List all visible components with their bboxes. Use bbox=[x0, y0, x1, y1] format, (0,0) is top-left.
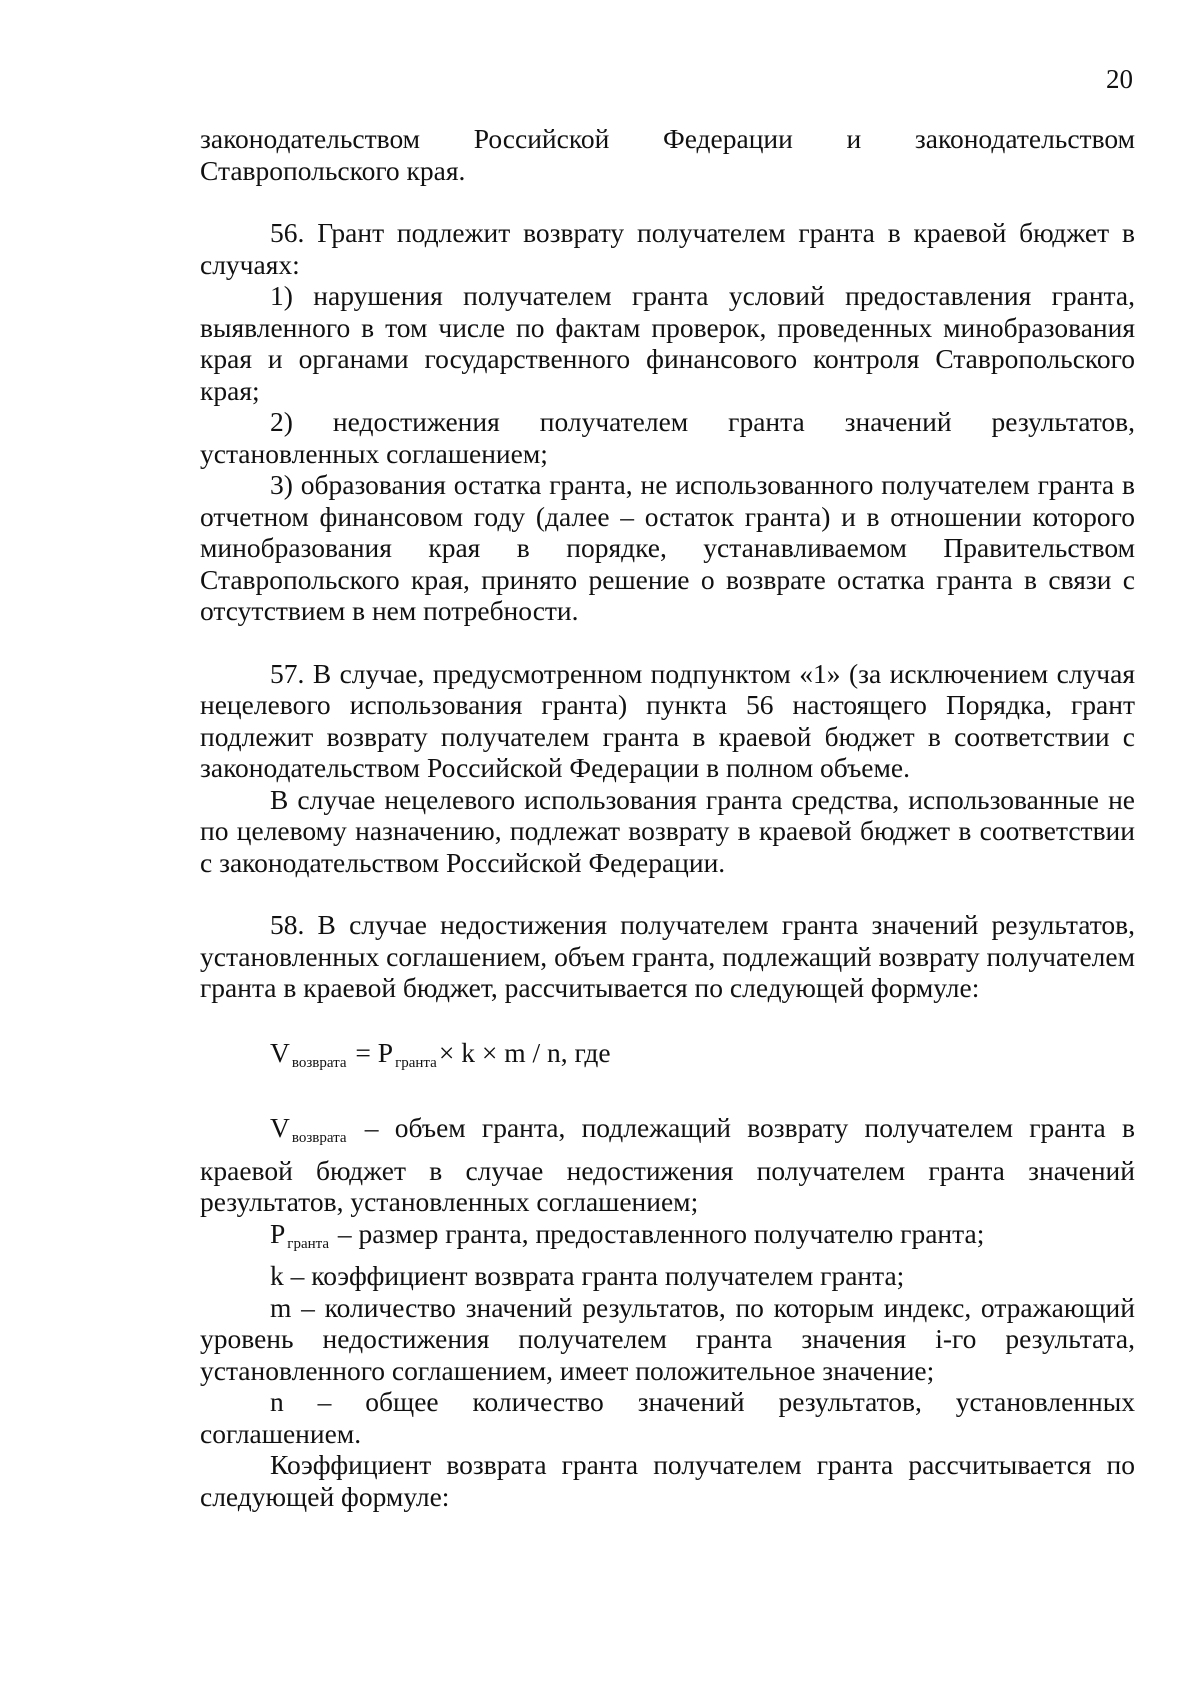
definition-n: n – общее количество значений результатов, установленных соглашением. bbox=[200, 1386, 1135, 1449]
formula-equals: = bbox=[348, 1036, 378, 1068]
paragraph-58-intro: 58. В случае недостижения получателем гранта значений результатов, установленных соглашением, объем гранта, подлежащий возврату получателем гранта в краевой бюджет, рассчитывается по следующей формуле: bbox=[200, 909, 1135, 1003]
definition-v-text: – объем гранта, подлежащий возврату получателем гранта в краевой бюджет в случае недостижения получателем гранта значений результатов, установленных соглашением; bbox=[200, 1112, 1135, 1217]
definition-p-subscript: гранта bbox=[287, 1235, 330, 1252]
paragraph-57-part-2: В случае нецелевого использования гранта средства, использованные не по целевому назначению, подлежат возврату в краевой бюджет в соответствии с законодательством Российской Федерации. bbox=[200, 783, 1135, 878]
paragraph-56-item-1: 1) нарушения получателем гранта условий предоставления гранта, выявленного в том числе по фактам проверок, проведенных минобразования края и органами государственного финансового контроля Ставропольского края; bbox=[200, 280, 1135, 406]
formula-p-subscript: гранта bbox=[395, 1054, 437, 1071]
definition-k: k – коэффициент возврата гранта получателем гранта; bbox=[270, 1260, 905, 1291]
paragraph-56-intro: 56. Грант подлежит возврату получателем гранта в краевой бюджет в случаях: bbox=[200, 217, 1135, 280]
definition-v bbox=[200, 1112, 1135, 1218]
formula-v-subscript: возврата bbox=[291, 1054, 347, 1071]
paragraph-56-item-3: 3) образования остатка гранта, не использованного получателем гранта в отчетном финансовом году (далее – остаток гранта) и в отношении которого минобразования края в порядке, устанавливаемом Правительством Ставропольского края, принято решение о возврате остатка гранта в связи с отсутствием в нем потребности. bbox=[200, 469, 1135, 626]
paragraph-continuation: законодательством Российской Федерации и законодательством Ставропольского края. bbox=[200, 123, 1135, 186]
paragraph-56-item-2: 2) недостижения получателем гранта значений результатов, установленных соглашением; bbox=[200, 406, 1135, 469]
definition-p-text: – размер гранта, предоставленного получателю гранта; bbox=[331, 1217, 985, 1249]
definition-p bbox=[200, 1218, 1135, 1261]
formula-v-symbol: V bbox=[270, 1036, 290, 1068]
definition-v-subscript: возврата bbox=[291, 1130, 347, 1146]
definition-v-symbol: V bbox=[270, 1112, 290, 1143]
definition-p-symbol: P bbox=[270, 1217, 286, 1249]
return-formula bbox=[200, 1037, 1135, 1080]
definition-m: m – количество значений результатов, по которым индекс, отражающий уровень недостижения получателем гранта значения i-го результата, установленного соглашением, имеет положительное значение; bbox=[200, 1291, 1135, 1386]
document-body bbox=[200, 123, 1135, 1512]
formula-rest: × k × m / n, где bbox=[438, 1036, 611, 1068]
paragraph-57-part-1: 57. В случае, предусмотренном подпунктом «1» (за исключением случая нецелевого использования гранта) пункта 56 настоящего Порядка, грант подлежит возврату получателем гранта в краевой бюджет в соответствии с законодательством Российской Федерации в полном объеме. bbox=[200, 657, 1135, 783]
coefficient-intro: Коэффициент возврата гранта получателем гранта рассчитывается по следующей формуле: bbox=[200, 1449, 1135, 1512]
formula-p-symbol: P bbox=[377, 1036, 394, 1068]
page-number: 20 bbox=[1106, 64, 1133, 94]
